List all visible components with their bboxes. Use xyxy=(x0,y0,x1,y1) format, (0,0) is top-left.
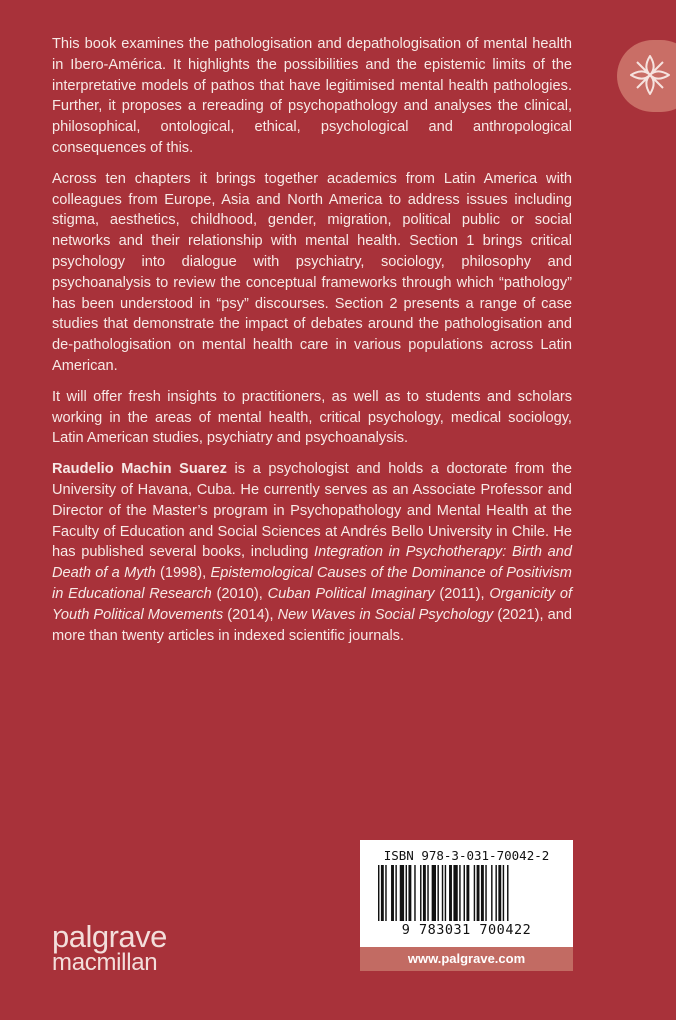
bio-text-3: (2010), xyxy=(211,585,268,602)
book-title-1: Integration in Psychotherapy: Birth and Death of a Myth xyxy=(52,544,572,582)
author-name: Raudelio Machin Suarez xyxy=(52,461,227,478)
bio-text-1: is a psychologist and holds a doctorate from the University of Havana, Cuba. He currently serves as an Associate Professor and Director of the Master’s program in Psychopathology and Mental Health at the Faculty of Education and Social Sciences at Andrés Bello University in Chile. He has published several books, including xyxy=(52,461,572,561)
blurb-paragraph-2: Across ten chapters it brings together academics from Latin America with colleagues from Europe, Asia and North America to address issues including stigma, aesthetics, childhood, gender, migration, political public or social networks and their relationship with mental health. Section 1 brings critical psychology into dialogue with psychiatry, sociology, philosophy and psychoanalysis to review the conceptual frameworks through which “pathology” has been understood in “psy” discourses. Section 2 presents a range of case studies that demonstrate the impact of debates around the pathologisation and de-pathologisation on mental health care in various populations across Latin American. xyxy=(52,170,572,374)
publisher-name-line-2: macmillan xyxy=(52,949,158,976)
author-bio xyxy=(52,459,572,646)
bio-text-2: (1998), xyxy=(155,565,211,582)
publisher-name-line-1: palgrave xyxy=(52,919,167,954)
back-cover-text xyxy=(52,34,572,656)
bio-text-6: (2021), and more than twenty articles in indexed scientific journals. xyxy=(52,606,572,644)
publisher-url: www.palgrave.com xyxy=(360,947,573,971)
barcode-digits: 9 783031 700422 xyxy=(401,922,532,938)
isbn-label: ISBN 978-3-031-70042-2 xyxy=(383,848,550,863)
bio-text-4: (2011), xyxy=(434,585,490,602)
palgrave-flower-icon xyxy=(625,50,675,100)
palgrave-logo xyxy=(617,40,676,112)
publisher-logo xyxy=(52,919,167,976)
blurb-paragraph-1: This book examines the pathologisation and depathologisation of mental health in Ibero-América. It highlights the possibilities and the epistemic limits of the interpretative models of pathos that have legitimised mental health pathologies. Further, it proposes a rereading of psychopathology and analyses the clinical, philosophical, ontological, ethical, psychological and anthropological consequences of this. xyxy=(52,36,572,156)
isbn-barcode xyxy=(360,840,573,971)
barcode-bars xyxy=(378,865,555,921)
blurb-paragraph-3: It will offer fresh insights to practitioners, as well as to students and scholars working in the areas of mental health, critical psychology, medical sociology, Latin American studies, psychiatry and psychoanalysis. xyxy=(52,388,572,447)
book-title-3: Cuban Political Imaginary xyxy=(267,585,435,602)
bio-text-5: (2014), xyxy=(223,606,278,623)
book-title-2: Epistemological Causes of the Dominance of Positivism in Educational Research xyxy=(52,565,572,602)
book-title-5: New Waves in Social Psychology xyxy=(277,606,494,623)
book-title-4: Organicity of Youth Political Movements xyxy=(52,585,572,623)
